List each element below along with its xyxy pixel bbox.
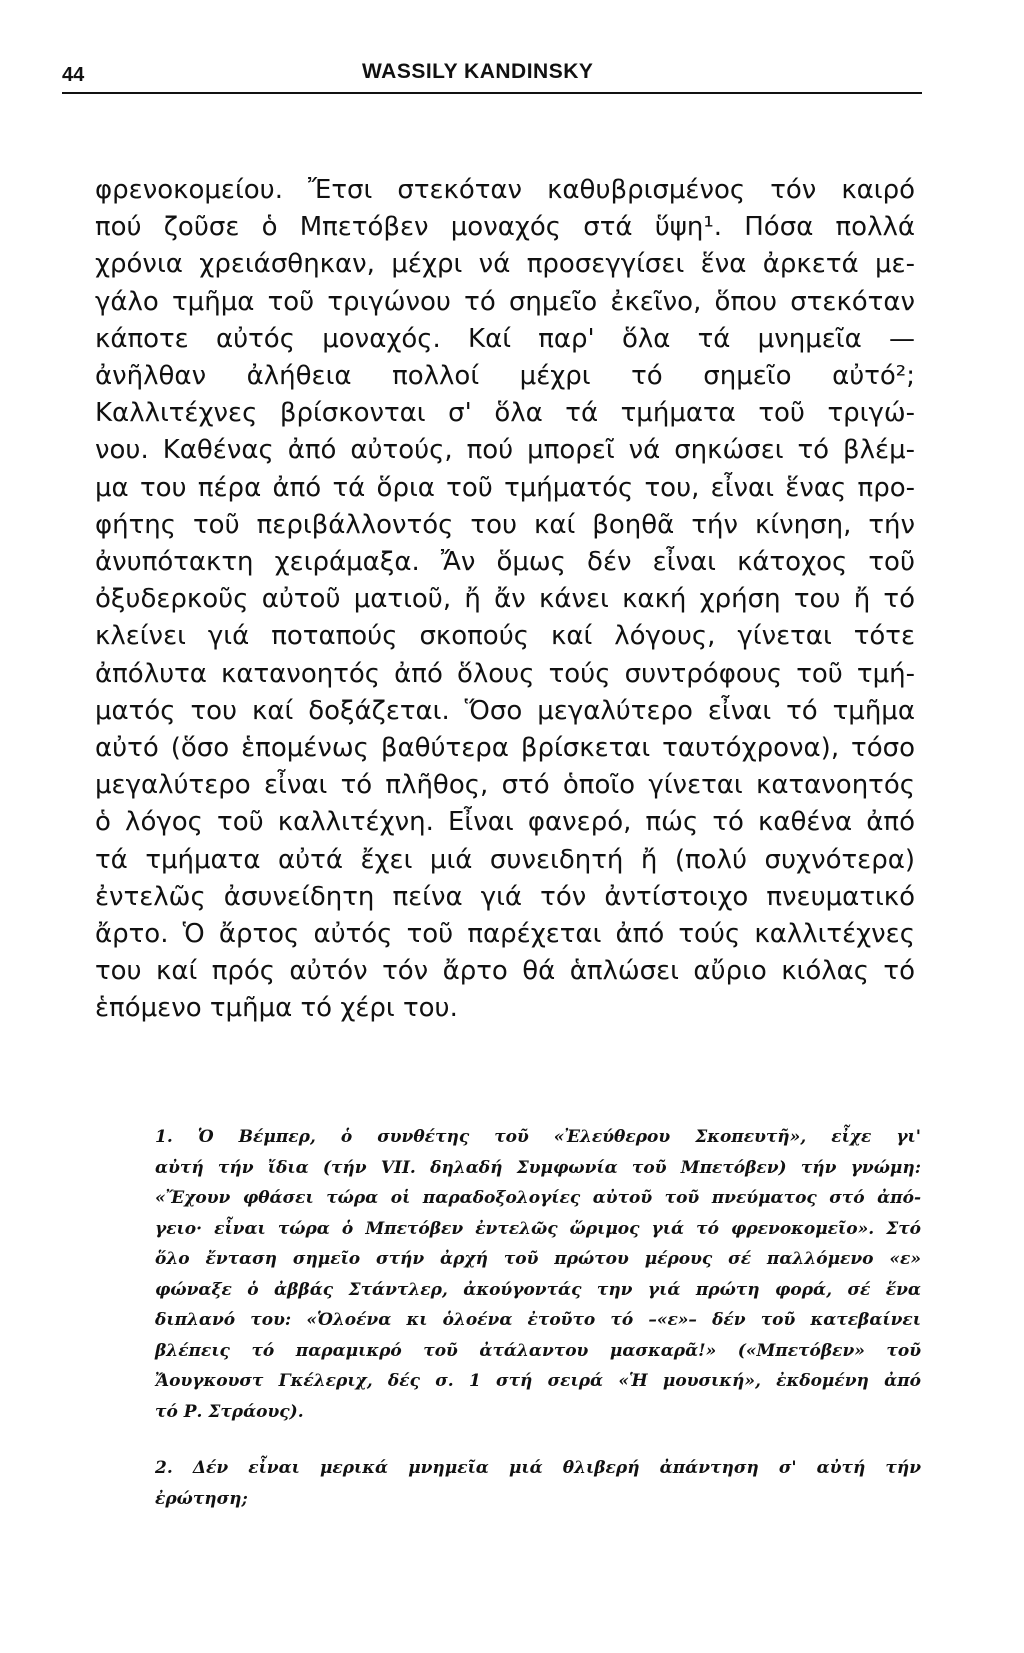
- page-number: 44: [62, 64, 85, 86]
- footnote-line: ὅλο ἔνταση σημεῖο στήν ἀρχή τοῦ πρώτου μέρους σέ παλλόμενο «ε»: [155, 1249, 921, 1269]
- footnote-line: 2. Δέν εἶναι μερικά μνημεῖα μιά θλιβερή ἀπάντηση σ' αὐτή τήν: [155, 1458, 921, 1478]
- footnote-line: γειο· εἶναι τώρα ὁ Μπετόβεν ἐντελῶς ὥριμος γιά τό φρενοκομεῖο». Στό: [155, 1218, 921, 1239]
- text-line: του καί πρός αὐτόν τόν ἄρτο θά ἁπλώσει αὔριο κιόλας τό: [95, 956, 915, 987]
- footnote-line: διπλανό του: «Ὁλοένα κι ὁλοένα ἐτοῦτο τό –«ε»– δέν τοῦ κατεβαίνει: [155, 1310, 921, 1330]
- main-text: [95, 172, 915, 1028]
- page-header: [62, 52, 922, 94]
- footnote-2: [155, 1453, 921, 1514]
- text-line: μεγαλύτερο εἶναι τό πλῆθος, στό ὁποῖο γίνεται κατανοητός: [95, 770, 915, 801]
- text-line: ἀνῆλθαν ἀλήθεια πολλοί μέχρι τό σημεῖο αὐτό²;: [95, 361, 915, 392]
- text-line: νου. Καθένας ἀπό αὐτούς, πού μπορεῖ νά σηκώσει τό βλέμ-: [95, 435, 915, 466]
- text-line: φρενοκομείου. Ἔτσι στεκόταν καθυβρισμένος τόν καιρό: [95, 175, 915, 205]
- text-line: ἀπόλυτα κατανοητός ἀπό ὅλους τούς συντρόφους τοῦ τμή-: [95, 658, 915, 689]
- text-line: πού ζοῦσε ὁ Μπετόβεν μοναχός στά ὕψη¹. Πόσα πολλά: [95, 212, 915, 243]
- text-line: ἀνυπότακτη χειράμαξα. Ἄν ὅμως δέν εἶναι κάτοχος τοῦ: [95, 547, 915, 578]
- text-line: ὁ λόγος τοῦ καλλιτέχνη. Εἶναι φανερό, πώς τό καθένα ἀπό: [95, 807, 915, 838]
- footnote-line: τό Ρ. Στράους).: [155, 1401, 304, 1422]
- footnote-line: «Ἔχουν φθάσει τώρα οἱ παραδοξολογίες αὐτοῦ τοῦ πνεύματος στό ἀπό-: [155, 1188, 921, 1208]
- text-line: ὀξυδερκοῦς αὐτοῦ ματιοῦ, ἤ ἄν κάνει κακή χρήση του ἤ τό: [95, 584, 915, 615]
- text-line: ἑπόμενο τμῆμα τό χέρι του.: [95, 993, 458, 1024]
- footnote-line: φώναξε ὁ ἀββάς Στάντλερ, ἀκούγοντάς την γιά πρώτη φορά, σέ ἕνα: [155, 1279, 921, 1300]
- text-line: αὐτό (ὅσο ἑπομένως βαθύτερα βρίσκεται ταυτόχρονα), τόσο: [95, 733, 915, 764]
- footnote-line: βλέπεις τό παραμικρό τοῦ ἀτάλαντου μασκαρᾶ!» («Μπετόβεν» τοῦ: [155, 1340, 921, 1361]
- footnote-line: 1. Ὁ Βέμπερ, ὁ συνθέτης τοῦ «Ἐλεύθερου Σκοπευτῆ», εἶχε γι': [155, 1127, 921, 1147]
- text-line: ἄρτο. Ὁ ἄρτος αὐτός τοῦ παρέχεται ἀπό τούς καλλιτέχνες: [95, 919, 915, 950]
- text-line: φήτης τοῦ περιβάλλοντός του καί βοηθᾶ τήν κίνηση, τήν: [95, 509, 915, 540]
- footnote-line: Ἄουγκουστ Γκέλεριχ, δές σ. 1 στή σειρά «Ἡ μουσική», ἐκδομένη ἀπό: [155, 1371, 921, 1391]
- text-line: κλείνει γιά ποταπούς σκοπούς καί λόγους, γίνεται τότε: [95, 621, 915, 652]
- text-line: κάποτε αὐτός μοναχός. Καί παρ' ὅλα τά μνημεῖα —: [95, 323, 915, 354]
- text-line: μα του πέρα ἀπό τά ὅρια τοῦ τμήματός του, εἶναι ἕνας προ-: [95, 472, 915, 503]
- text-line: γάλο τμῆμα τοῦ τριγώνου τό σημεῖο ἐκεῖνο, ὅπου στεκόταν: [95, 286, 915, 317]
- footnote-spacer: [155, 1427, 921, 1453]
- footnotes: [155, 1122, 921, 1514]
- running-head: WASSILY KANDINSKY: [362, 60, 594, 83]
- text-line: τά τμήματα αὐτά ἔχει μιά συνειδητή ἤ (πολύ συχνότερα): [95, 844, 915, 875]
- footnote-line: αὐτή τήν ἴδια (τήν VII. δηλαδή Συμφωνία τοῦ Μπετόβεν) τήν γνώμη:: [155, 1157, 921, 1178]
- text-line: χρόνια χρειάσθηκαν, μέχρι νά προσεγγίσει ἕνα ἀρκετά με-: [95, 249, 915, 280]
- text-line: ματός του καί δοξάζεται. Ὅσο μεγαλύτερο εἶναι τό τμῆμα: [95, 695, 915, 726]
- text-line: Καλλιτέχνες βρίσκονται σ' ὅλα τά τμήματα τοῦ τριγώ-: [95, 398, 915, 429]
- text-line: ἐντελῶς ἀσυνείδητη πείνα γιά τόν ἀντίστοιχο πνευματικό: [95, 881, 915, 912]
- footnote-line: ἐρώτηση;: [155, 1488, 248, 1509]
- footnote-1: [155, 1122, 921, 1427]
